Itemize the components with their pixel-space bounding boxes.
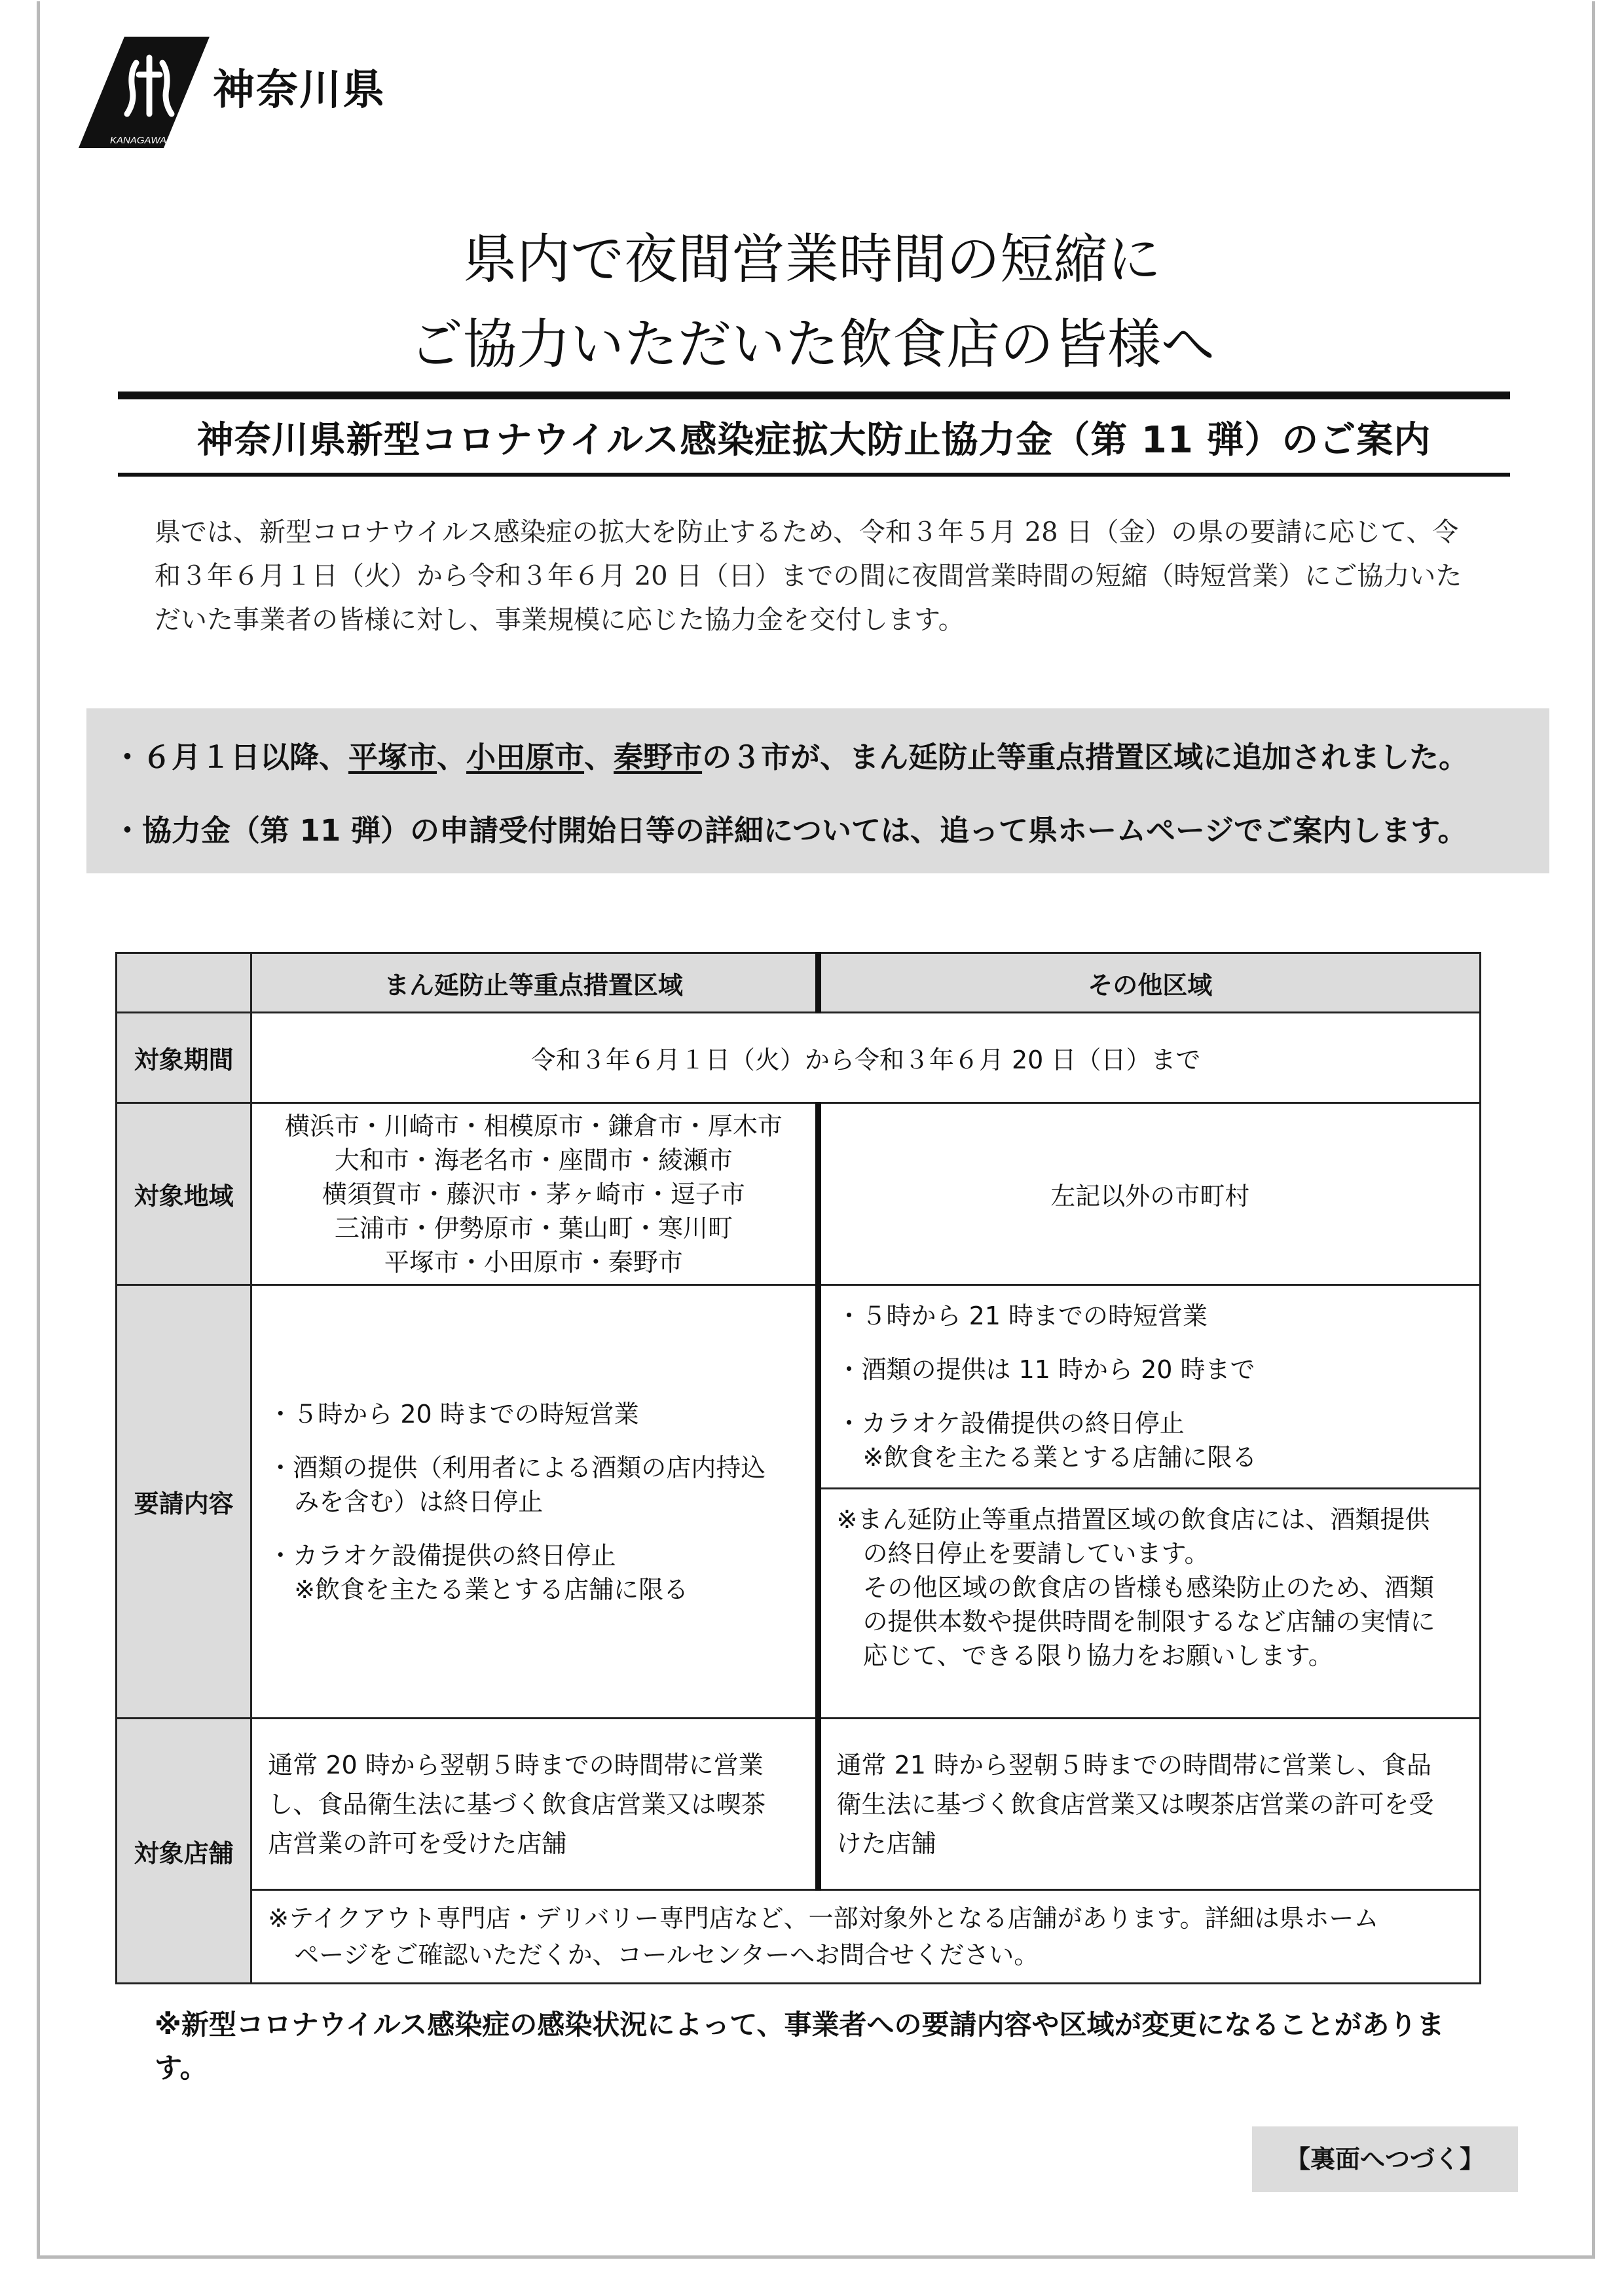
request-item: ・５時から 21 時までの時短営業	[836, 1302, 1208, 1330]
region-line: 横浜市・川崎市・相模原市・鎌倉市・厚木市	[284, 1111, 783, 1140]
header-other-zone: その他区域	[818, 953, 1480, 1013]
row-label-period: 対象期間	[117, 1013, 251, 1103]
request-other-note	[821, 1487, 1479, 1688]
header-priority-zone: まん延防止等重点措置区域	[251, 953, 818, 1013]
table-corner-cell	[117, 953, 251, 1013]
program-table	[115, 952, 1481, 1984]
store-line: 衛生法に基づく飲食店営業又は喫茶店営業の許可を受	[836, 1789, 1434, 1819]
table-row-period	[117, 1013, 1481, 1103]
store-note-line: ※テイクアウト専門店・デリバリー専門店など、一部対象外となる店舗があります。詳細は県ホーム	[268, 1904, 1379, 1933]
store-line: 通常 20 時から翌朝５時までの時間帯に営業	[268, 1750, 764, 1779]
store-priority	[251, 1719, 818, 1890]
table-row-region	[117, 1103, 1481, 1285]
note-line: 応じて、できる限り協力をお願いします。	[862, 1641, 1333, 1670]
prefecture-logo	[79, 37, 419, 155]
request-item-cont: みを含む）は終日停止	[294, 1487, 544, 1516]
title-divider	[118, 392, 1510, 399]
region-priority-list	[251, 1103, 818, 1285]
kanagawa-emblem-icon	[79, 37, 210, 155]
logo-tagline: KANAGAWA	[110, 135, 167, 146]
notice-separator: 、	[437, 740, 467, 774]
note-line: その他区域の飲食店の皆様も感染防止のため、酒類	[862, 1573, 1435, 1602]
region-line: 平塚市・小田原市・秦野市	[384, 1247, 683, 1277]
request-other-list	[821, 1286, 1479, 1487]
store-other	[818, 1719, 1480, 1890]
notice-city: 秦野市	[614, 740, 703, 774]
request-priority	[251, 1285, 818, 1719]
request-item-cont: ※飲食を主たる業とする店舗に限る	[862, 1443, 1257, 1472]
period-value: 令和３年６月１日（火）から令和３年６月 20 日（日）まで	[251, 1013, 1481, 1103]
request-item: ・５時から 20 時までの時短営業	[268, 1399, 639, 1429]
store-line: けた店舗	[836, 1829, 936, 1858]
table-row-request	[117, 1285, 1481, 1719]
subtitle: 神奈川県新型コロナウイルス感染症拡大防止協力金（第 11 弾）のご案内	[196, 419, 1431, 462]
region-line: 横須賀市・藤沢市・茅ヶ崎市・逗子市	[322, 1179, 745, 1209]
store-line: 店営業の許可を受けた店舗	[268, 1829, 567, 1858]
region-other: 左記以外の市町村	[818, 1103, 1480, 1285]
region-line: 大和市・海老名市・座間市・綾瀬市	[334, 1145, 733, 1175]
logo-name: 神奈川県	[213, 66, 386, 115]
notice-city: 小田原市	[466, 740, 585, 774]
notice-line-1-suffix: の３市が、まん延防止等重点措置区域に追加されました。	[702, 740, 1469, 774]
notice-separator: 、	[584, 740, 614, 774]
notice-line-1	[113, 733, 1468, 776]
table-row-store-note	[117, 1890, 1481, 1984]
store-note-line: ページをご確認いただくか、コールセンターへお問合せください。	[294, 1941, 1039, 1969]
table-row-store	[117, 1719, 1481, 1890]
table-header-row	[117, 953, 1481, 1013]
note-line: ※まん延防止等重点措置区域の飲食店には、酒類提供	[836, 1505, 1430, 1534]
row-label-store: 対象店舗	[117, 1719, 251, 1984]
request-other	[818, 1285, 1480, 1719]
page-title-line-1: 県内で夜間営業時間の短縮に	[462, 228, 1161, 291]
store-line: し、食品衛生法に基づく飲食店営業又は喫茶	[268, 1789, 766, 1819]
note-line: の終日停止を要請しています。	[862, 1539, 1209, 1568]
request-item-cont: ※飲食を主たる業とする店舗に限る	[294, 1575, 689, 1604]
notice-box	[86, 708, 1549, 873]
subtitle-divider	[118, 473, 1510, 477]
intro-paragraph: 県では、新型コロナウイルス感染症の拡大を防止するため、令和３年５月 28 日（金）の県の要請に応じて、令和３年６月１日（火）から令和３年６月 20 日（日）までの間に夜間営業時間の短縮（時短営業）にご協力いただいた事業者の皆様に対し、事業規模に応じた協力金を交付します。	[155, 517, 1462, 635]
page-title-line-2: ご協力いただいた飲食店の皆様へ	[409, 314, 1215, 376]
notice-line-2: ・協力金（第 11 弾）の申請受付開始日等の詳細については、追って県ホームページでご案内します。	[113, 813, 1467, 848]
store-note	[251, 1890, 1481, 1984]
region-line: 三浦市・伊勢原市・葉山町・寒川町	[334, 1213, 733, 1243]
note-line: の提供本数や提供時間を制限するなど店舗の実情に	[862, 1607, 1435, 1636]
notice-line-1-prefix: ・６月１日以降、	[113, 740, 349, 774]
continue-on-back-label: 【裏面へつづく】	[1252, 2126, 1518, 2192]
request-item: ・カラオケ設備提供の終日停止	[836, 1409, 1185, 1438]
notice-city: 平塚市	[348, 740, 437, 774]
footnote: ※新型コロナウイルス感染症の感染状況によって、事業者への要請内容や区域が変更になることがあります。	[155, 2009, 1445, 2084]
request-item: ・カラオケ設備提供の終日停止	[268, 1540, 616, 1570]
request-item: ・酒類の提供（利用者による酒類の店内持込	[268, 1453, 766, 1482]
request-item: ・酒類の提供は 11 時から 20 時まで	[836, 1355, 1255, 1384]
row-label-region: 対象地域	[117, 1103, 251, 1285]
store-line: 通常 21 時から翌朝５時までの時間帯に営業し、食品	[836, 1750, 1432, 1779]
row-label-request: 要請内容	[117, 1285, 251, 1719]
